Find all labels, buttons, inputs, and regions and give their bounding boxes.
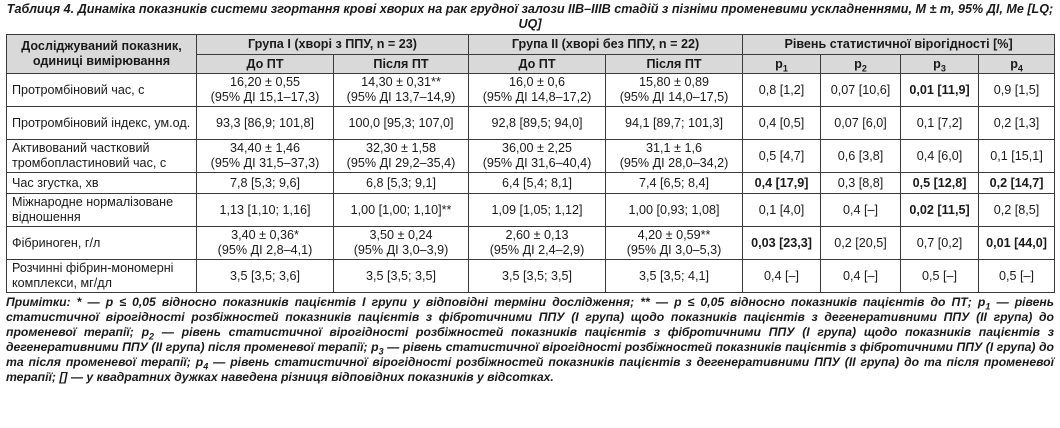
value-cell: 3,5 [3,5; 3,6]: [197, 260, 334, 293]
p-value-cell: 0,9 [1,5]: [979, 74, 1055, 107]
table-caption: Таблиця 4. Динаміка показників системи згортання крові хворих на рак грудної залози IIB–IIIB стадій з пізніми променевими ускладненнями, M ± m, 95% ДІ, Me [LQ; UQ]: [6, 2, 1054, 31]
value-cell: 3,40 ± 0,36* (95% ДІ 2,8–4,1): [197, 227, 334, 260]
indicator-name: Час згустка, хв: [7, 173, 197, 194]
value-cell: 100,0 [95,3; 107,0]: [334, 107, 469, 140]
value-cell: 3,5 [3,5; 4,1]: [606, 260, 743, 293]
indicator-name: Розчинні фібрин-мономерні комплекси, мг/дл: [7, 260, 197, 293]
p-value-cell: 0,2 [1,3]: [979, 107, 1055, 140]
table-notes: Примітки: * — р ≤ 0,05 відносно показників пацієнтів І групи у відповідні терміни дослідження; ** — р ≤ 0,05 відносно показників пацієнтів до ПТ; $р_1$ — рівень статистичної вірогідності розбіжностей показників пацієнтів з фібротичними ППУ (І група) щодо показників пацієнтів з дегенеративними ППУ (ІІ група) до променевої терапії; $р_2$ — рівень статистичної вірогідності розбіжностей показників пацієнтів з фібротичними ППУ (І група) щодо показників пацієнтів з дегенеративними ППУ (ІІ група) після променевої терапії; $р_3$ — рівень статистичної вірогідності розбіжностей показників пацієнтів з фібротичними ППУ (І група) до та після променевої терапії; $р_4$ — рівень статистичної вірогідності розбіжностей показників пацієнтів з дегенеративними ППУ (ІІ група) до та після променевої терапії; [] — у квадратних дужках наведена різниця відповідних показників у відсотках.: [6, 295, 1054, 384]
indicator-name: Протромбіновий час, с: [7, 74, 197, 107]
p-value-cell: 0,4 [17,9]: [743, 173, 821, 194]
value-cell: 7,4 [6,5; 8,4]: [606, 173, 743, 194]
value-cell: 3,5 [3,5; 3,5]: [334, 260, 469, 293]
value-cell: 7,8 [5,3; 9,6]: [197, 173, 334, 194]
p-value-cell: 0,01 [11,9]: [901, 74, 979, 107]
value-cell: 14,30 ± 0,31** (95% ДІ 13,7–14,9): [334, 74, 469, 107]
p-value-cell: 0,5 [–]: [979, 260, 1055, 293]
value-cell: 1,13 [1,10; 1,16]: [197, 194, 334, 227]
p-value-cell: 0,5 [–]: [901, 260, 979, 293]
p-value-cell: 0,1 [7,2]: [901, 107, 979, 140]
p-value-cell: 0,4 [0,5]: [743, 107, 821, 140]
p-value-cell: 0,1 [15,1]: [979, 140, 1055, 173]
coagulation-table: [6, 34, 1055, 293]
header-before: До ПТ: [197, 55, 334, 74]
table-row: [7, 260, 1055, 293]
value-cell: 6,4 [5,4; 8,1]: [469, 173, 606, 194]
header-p4: $p_4$: [979, 55, 1055, 74]
value-cell: 31,1 ± 1,6 (95% ДІ 28,0–34,2): [606, 140, 743, 173]
table-row: [7, 194, 1055, 227]
value-cell: 3,5 [3,5; 3,5]: [469, 260, 606, 293]
value-cell: 92,8 [89,5; 94,0]: [469, 107, 606, 140]
p-value-cell: 0,2 [8,5]: [979, 194, 1055, 227]
value-cell: 4,20 ± 0,59** (95% ДІ 3,0–5,3): [606, 227, 743, 260]
p-value-cell: 0,4 [–]: [743, 260, 821, 293]
value-cell: 16,20 ± 0,55 (95% ДІ 15,1–17,3): [197, 74, 334, 107]
p-value-cell: 0,5 [4,7]: [743, 140, 821, 173]
header-after: Після ПТ: [334, 55, 469, 74]
header-p2: $p_2$: [821, 55, 901, 74]
value-cell: 36,00 ± 2,25 (95% ДІ 31,6–40,4): [469, 140, 606, 173]
indicator-name: Фібриноген, г/л: [7, 227, 197, 260]
p-value-cell: 0,4 [–]: [821, 260, 901, 293]
value-cell: 2,60 ± 0,13 (95% ДІ 2,4–2,9): [469, 227, 606, 260]
header-p1: $p_1$: [743, 55, 821, 74]
value-cell: 1,00 [1,00; 1,10]**: [334, 194, 469, 227]
p-value-cell: 0,01 [44,0]: [979, 227, 1055, 260]
header-after: Після ПТ: [606, 55, 743, 74]
value-cell: 34,40 ± 1,46 (95% ДІ 31,5–37,3): [197, 140, 334, 173]
value-cell: 16,0 ± 0,6 (95% ДІ 14,8–17,2): [469, 74, 606, 107]
p-value-cell: 0,07 [10,6]: [821, 74, 901, 107]
p-value-cell: 0,8 [1,2]: [743, 74, 821, 107]
p-value-cell: 0,2 [20,5]: [821, 227, 901, 260]
p-value-cell: 0,6 [3,8]: [821, 140, 901, 173]
value-cell: 3,50 ± 0,24 (95% ДІ 3,0–3,9): [334, 227, 469, 260]
table-row: [7, 107, 1055, 140]
indicator-name: Протромбіновий індекс, ум.од.: [7, 107, 197, 140]
p-value-cell: 0,3 [8,8]: [821, 173, 901, 194]
value-cell: 32,30 ± 1,58 (95% ДІ 29,2–35,4): [334, 140, 469, 173]
p-value-cell: 0,1 [4,0]: [743, 194, 821, 227]
p-value-cell: 0,4 [–]: [821, 194, 901, 227]
table-row: [7, 74, 1055, 107]
p-value-cell: 0,5 [12,8]: [901, 173, 979, 194]
value-cell: 6,8 [5,3; 9,1]: [334, 173, 469, 194]
indicator-name: Активований частковий тромбопластиновий час, с: [7, 140, 197, 173]
header-indicator: Досліджуваний показник, одиниці вимірювання: [7, 35, 197, 74]
value-cell: 1,09 [1,05; 1,12]: [469, 194, 606, 227]
value-cell: 15,80 ± 0,89 (95% ДІ 14,0–17,5): [606, 74, 743, 107]
p-value-cell: 0,4 [6,0]: [901, 140, 979, 173]
p-value-cell: 0,07 [6,0]: [821, 107, 901, 140]
table-row: [7, 227, 1055, 260]
table-row: [7, 173, 1055, 194]
p-value-cell: 0,7 [0,2]: [901, 227, 979, 260]
value-cell: 93,3 [86,9; 101,8]: [197, 107, 334, 140]
table-row: [7, 140, 1055, 173]
header-significance: Рівень статистичної вірогідності [%]: [743, 35, 1055, 55]
header-group2: Група ІІ (хворі без ППУ, n = 22): [469, 35, 743, 55]
header-group1: Група І (хворі з ППУ, n = 23): [197, 35, 469, 55]
p-value-cell: 0,02 [11,5]: [901, 194, 979, 227]
header-before: До ПТ: [469, 55, 606, 74]
indicator-name: Міжнародне нормалізоване відношення: [7, 194, 197, 227]
header-p3: $p_3$: [901, 55, 979, 74]
p-value-cell: 0,03 [23,3]: [743, 227, 821, 260]
value-cell: 1,00 [0,93; 1,08]: [606, 194, 743, 227]
p-value-cell: 0,2 [14,7]: [979, 173, 1055, 194]
value-cell: 94,1 [89,7; 101,3]: [606, 107, 743, 140]
